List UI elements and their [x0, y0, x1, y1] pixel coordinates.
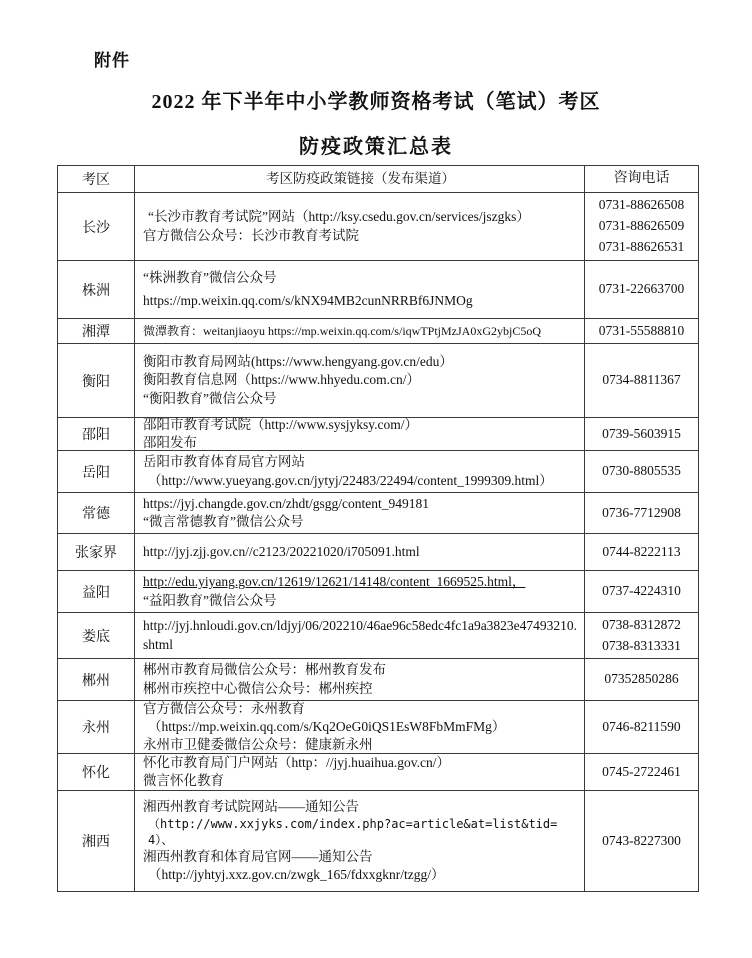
- document-title-line2: 防疫政策汇总表: [299, 136, 453, 158]
- policy-line: 官方微信公众号：长沙市教育考试院: [143, 227, 359, 243]
- phone-number: 0744-8222113: [602, 543, 681, 559]
- region-cell: 湘潭: [58, 319, 135, 343]
- phone-number: 0731-88626509: [598, 218, 685, 234]
- policy-line: 衡阳市教育局网站(https://www.hengyang.gov.cn/edu）: [143, 354, 453, 370]
- yiyang-policy-link[interactable]: http://edu.yiyang.gov.cn/12619/12621/14148/content_1669525.html，: [143, 574, 526, 590]
- header-phone: 咨询电话: [613, 171, 670, 187]
- policy-line: （http://jyhtyj.xxz.gov.cn/zwgk_165/fdxxgknr/tzgg/）: [148, 867, 445, 883]
- policy-line: 岳阳市教育体育局官方网站: [143, 454, 305, 470]
- phone-number: 0746-8211590: [602, 718, 681, 734]
- policy-line: 永州市卫健委微信公众号：健康新永州: [143, 737, 373, 753]
- policy-cell: [135, 493, 585, 533]
- region-cell: 怀化: [58, 754, 135, 790]
- region-cell: 邵阳: [58, 418, 135, 450]
- policy-cell: [135, 701, 585, 753]
- phone-number: 0731-55588810: [598, 322, 685, 338]
- policy-line: “微言常德教育”微信公众号: [143, 514, 304, 529]
- phone-cell: [585, 754, 698, 790]
- table-row-zhuzhou: [58, 261, 698, 319]
- table-row-yongzhou: [58, 701, 698, 754]
- policy-cell: [135, 418, 585, 450]
- policy-line: 微潭教育：weitanjiaoyu https://mp.weixin.qq.com/s/iqwTPtjMzJA0xG2ybjC5oQ: [143, 323, 541, 338]
- policy-line: （https://mp.weixin.qq.com/s/Kq2OeG0iQS1EsW8FbMmFMg）: [148, 718, 506, 734]
- table-row-yueyang: [58, 451, 698, 493]
- phone-number: 0731-88626508: [598, 197, 685, 213]
- policy-line: “长沙市教育考试院”网站（http://ksy.csedu.gov.cn/services/jszgks）: [148, 209, 530, 225]
- table-row-zhangjiajie: [58, 534, 698, 571]
- table-row-hengyang: [58, 344, 698, 418]
- table-row-loudi: [58, 613, 698, 659]
- phone-cell: [585, 791, 698, 891]
- policy-line: 衡阳教育信息网（https://www.hhyedu.com.cn/）: [143, 372, 420, 388]
- policy-line: “益阳教育”微信公众号: [143, 592, 277, 608]
- region-cell: 岳阳: [58, 451, 135, 492]
- table-row-xiangtan: [58, 319, 698, 344]
- region-cell: 株洲: [58, 261, 135, 318]
- table-row-changsha: [58, 193, 698, 261]
- policy-line: 郴州市教育局微信公众号：郴州教育发布: [143, 662, 386, 678]
- region-cell: 娄底: [58, 613, 135, 658]
- policy-line: 怀化市教育局门户网站（http：//jyj.huaihua.gov.cn/）: [143, 754, 450, 770]
- policy-cell: [135, 193, 585, 260]
- table-row-huaihua: [58, 754, 698, 791]
- policy-line: “衡阳教育”微信公众号: [143, 390, 277, 406]
- policy-cell: [135, 344, 585, 417]
- phone-cell: [585, 701, 698, 753]
- table-header-row: [58, 166, 698, 193]
- table-row-xiangxi: [58, 791, 698, 891]
- policy-line: “株洲教育”微信公众号: [143, 269, 277, 285]
- phone-cell: [585, 659, 698, 700]
- region-cell: 永州: [58, 701, 135, 753]
- phone-number: 0736-7712908: [602, 504, 681, 520]
- table-row-chenzhou: [58, 659, 698, 701]
- document-title-line1: 2022 年下半年中小学教师资格考试（笔试）考区: [151, 91, 601, 113]
- policy-line: https://mp.weixin.qq.com/s/kNX94MB2cunNRRBf6JNMOg: [143, 293, 473, 309]
- phone-number: 0731-22663700: [598, 281, 685, 297]
- region-cell: 郴州: [58, 659, 135, 700]
- phone-cell: [585, 319, 698, 343]
- policy-line: http://jyj.zjj.gov.cn//c2123/20221020/i705091.html: [143, 543, 420, 559]
- policy-line: 湘西州教育和体育局官网——通知公告: [143, 849, 373, 865]
- phone-cell: [585, 344, 698, 417]
- table-row-shaoyang: [58, 418, 698, 451]
- phone-number: 0731-88626531: [598, 238, 685, 254]
- phone-number: 0738-8312872: [602, 616, 681, 632]
- phone-cell: [585, 451, 698, 492]
- phone-cell: [585, 613, 698, 658]
- policy-cell: [135, 613, 585, 658]
- policy-line: 官方微信公众号：永州教育: [143, 700, 305, 716]
- phone-number: 0739-5603915: [602, 425, 681, 441]
- phone-number: 0734-8811367: [602, 372, 681, 388]
- attachment-label: 附件: [94, 51, 130, 70]
- phone-cell: [585, 261, 698, 318]
- region-cell: 张家界: [58, 534, 135, 570]
- phone-number: 0737-4224310: [602, 583, 681, 599]
- policy-table: [57, 165, 699, 892]
- phone-cell: [585, 571, 698, 612]
- phone-cell: [585, 193, 698, 260]
- phone-number: 07352850286: [604, 671, 679, 687]
- table-row-changde: [58, 493, 698, 534]
- region-cell: 益阳: [58, 571, 135, 612]
- phone-cell: [585, 418, 698, 450]
- phone-cell: [585, 493, 698, 533]
- policy-line: 微言怀化教育: [143, 773, 224, 788]
- region-cell: 湘西: [58, 791, 135, 891]
- header-region: 考区: [58, 166, 135, 192]
- policy-line: 邵阳发布: [143, 435, 197, 450]
- policy-cell: [135, 791, 585, 891]
- region-cell: 长沙: [58, 193, 135, 260]
- policy-cell: [135, 571, 585, 612]
- phone-number: 0738-8313331: [602, 637, 681, 653]
- table-row-yiyang: [58, 571, 698, 613]
- phone-cell: [585, 534, 698, 570]
- policy-cell: [135, 754, 585, 790]
- policy-cell: [135, 261, 585, 318]
- region-cell: 衡阳: [58, 344, 135, 417]
- phone-number: 0730-8805535: [602, 463, 681, 479]
- policy-line: https://jyj.changde.gov.cn/zhdt/gsgg/content_949181: [143, 495, 429, 511]
- policy-line: 邵阳市教育考试院（http://www.sysjyksy.com/）: [143, 416, 419, 432]
- policy-line: （http://www.yueyang.gov.cn/jytyj/22483/22494/content_1999309.html）: [148, 472, 553, 488]
- policy-line: 湘西州教育考试院网站——通知公告: [143, 798, 359, 814]
- region-cell: 常德: [58, 493, 135, 533]
- policy-cell: [135, 451, 585, 492]
- policy-line: http://jyj.hnloudi.gov.cn/ldjyj/06/202210/46ae96c58edc4fc1a9a3823e47493210.shtml: [143, 618, 578, 652]
- policy-cell: [135, 319, 585, 343]
- phone-number: 0743-8227300: [602, 832, 681, 848]
- phone-number: 0745-2722461: [602, 763, 681, 779]
- policy-cell: [135, 534, 585, 570]
- policy-cell: [135, 659, 585, 700]
- header-policy-links: 考区防疫政策链接（发布渠道）: [135, 166, 585, 192]
- policy-line: 郴州市疾控中心微信公众号：郴州疾控: [143, 680, 373, 696]
- policy-line: （http://www.xxjyks.com/index.php?ac=article&at=list&tid=4）、: [148, 816, 558, 847]
